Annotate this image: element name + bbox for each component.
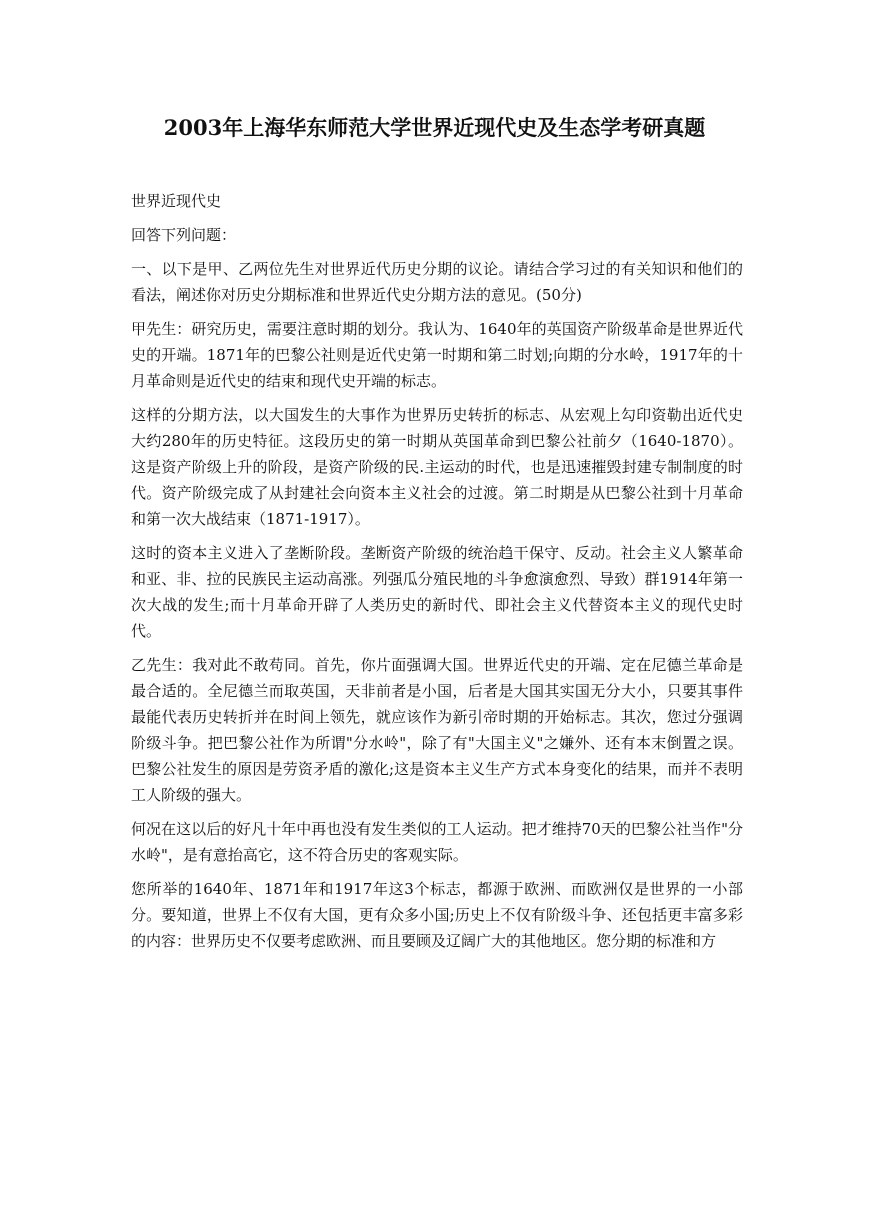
body-paragraph: 这样的分期方法，以大国发生的大事作为世界历史转折的标志、从宏观上勾印资勒出近代史大约280年的历史特征。这段历史的第一时期从英国革命到巴黎公社前夕（1640-1870）。这是资产阶级上升的阶段，是资产阶级的民.主运动的时代，也是迅速摧毁封建专制制度的时代。资产阶级完成了从封建社会向资本主义社会的过渡。第二时期是从巴黎公社到十月革命和第一次大战结束（1871-1917）。 <box>131 406 743 528</box>
body-paragraph: 这时的资本主义进入了垄断阶段。垄断资产阶级的统治趋干保守、反动。社会主义人繁革命和亚、非、拉的民族民主运动高涨。列强瓜分殖民地的斗争愈演愈烈、导致）群1914年第一次大战的发生;而十月革命开辟了人类历史的新时代、即社会主义代替资本主义的现代史时代。 <box>131 544 743 640</box>
instruction-text: 回答下列问题： <box>131 226 237 244</box>
question-paragraph: 一、以下是甲、乙两位先生对世界近代历史分期的议论。请结合学习过的有关知识和他们的看法，阐述你对历史分期标准和世界近代史分期方法的意见。(50分) <box>131 260 743 304</box>
document-body <box>131 188 743 962</box>
body-paragraph: 甲先生：研究历史，需要注意时期的划分。我认为、1640年的英国资产阶级革命是世界近代史的开端。1871年的巴黎公社则是近代史第一时期和第二时划;向期的分水岭，1917年的十月革命则是近代史的结束和现代史开端的标志。 <box>131 320 743 390</box>
body-paragraph: 何况在这以后的好凡十年中再也没有发生类似的工人运动。把才维持70天的巴黎公社当作"分水岭"，是有意抬高它，这不符合历史的客观实际。 <box>131 820 743 864</box>
document-title: 2003年上海华东师范大学世界近现代史及生态学考研真题 <box>163 115 706 140</box>
body-paragraph: 乙先生：我对此不敢苟同。首先，你片面强调大国。世界近代史的开端、定在尼德兰革命是最合适的。全尼德兰而取英国，天非前者是小国，后者是大国其实国无分大小，只要其事件最能代表历史转折并在时间上领先，就应该作为新引帝时期的开始标志。其次，您过分强调阶级斗争。把巴黎公社作为所谓"分水岭"，除了有"大国主义"之嫌外、还有本末倒置之误。巴黎公社发生的原因是劳资矛盾的激化;这是资本主义生产方式本身变化的结果，而并不表明工人阶级的强大。 <box>131 656 743 804</box>
section-heading: 世界近现代史 <box>131 192 222 210</box>
body-paragraph: 您所举的1640年、1871年和1917年这3个标志，都源于欧洲、而欧洲仅是世界的一小部分。要知道，世界上不仅有大国，更有众多小国;历史上不仅有阶级斗争、还包括更丰富多彩的内容：世界历史不仅要考虑欧洲、而且要顾及辽阔广大的其他地区。您分期的标准和方 <box>131 880 743 950</box>
